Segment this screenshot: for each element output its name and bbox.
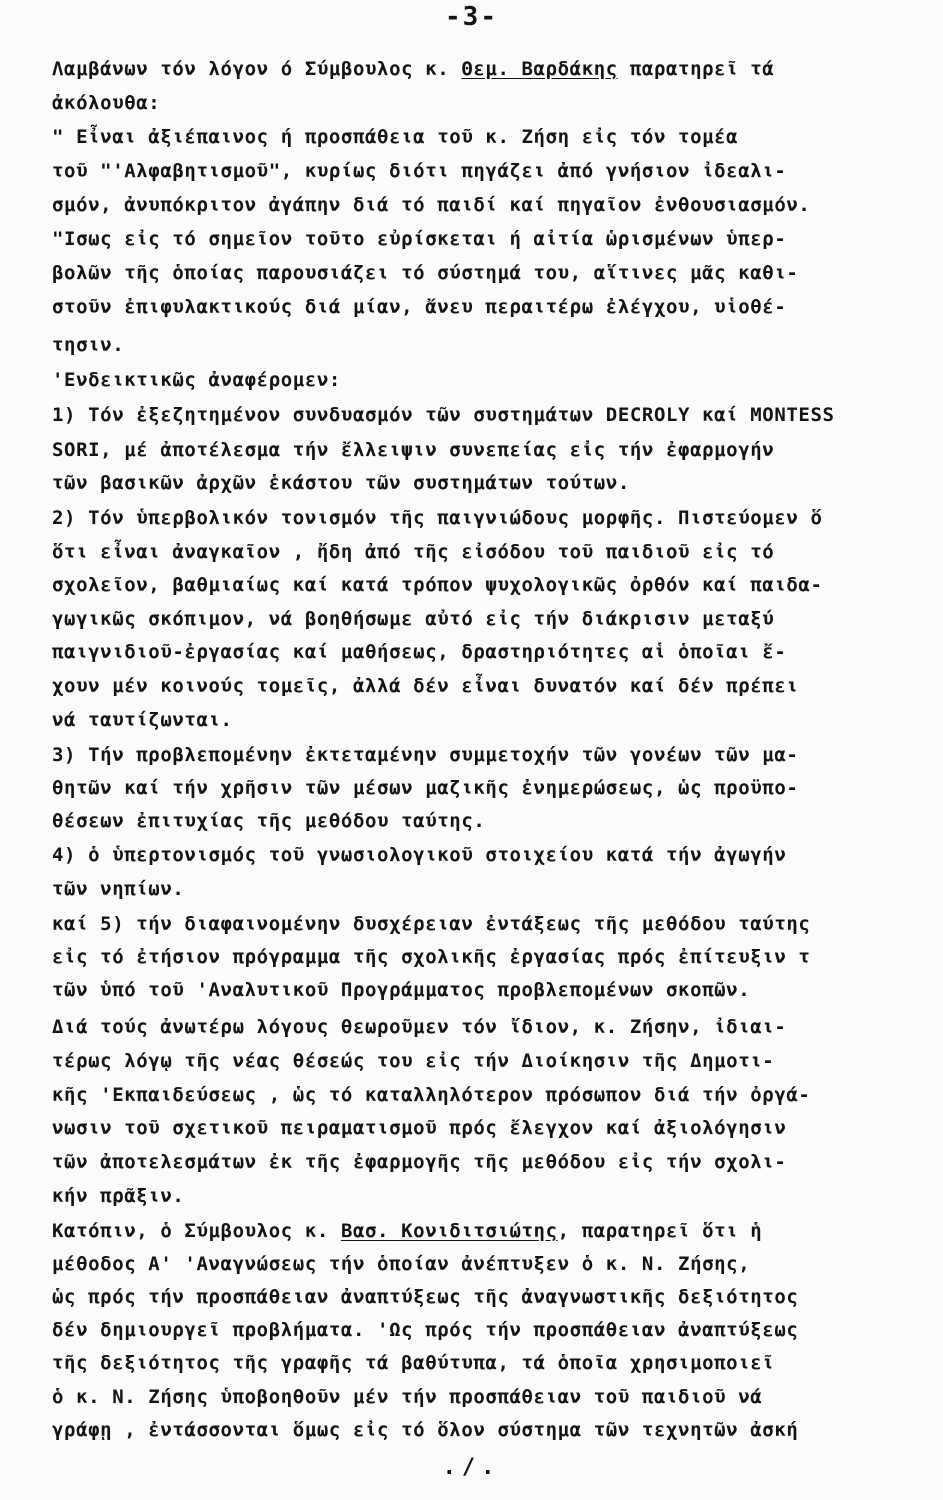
text-segment: 'Ενδεικτικῶς ἀναφέρομεν: bbox=[52, 369, 341, 391]
text-line bbox=[52, 55, 912, 83]
text-segment: 2) Τόν ὑπερβολικόν τονισμόν τῆς παιγνιώδους μορφῆς. Πιστεύομεν ὅ bbox=[52, 507, 823, 529]
text-segment: ἀκόλουθα: bbox=[52, 92, 161, 114]
page-number: -3- bbox=[445, 2, 498, 32]
text-segment: θέσεων ἐπιτυχίας τῆς μεθόδου ταύτης. bbox=[52, 810, 486, 832]
text-segment: Βασ. Κονιδιτσιώτης bbox=[340, 1220, 558, 1242]
text-segment: νά ταυτίζωνται. bbox=[52, 709, 233, 731]
text-line bbox=[52, 1081, 912, 1109]
text-line bbox=[52, 706, 912, 734]
text-segment: τέρως λόγῳ τῆς νέας θέσεώς του εἰς τήν Διοίκησιν τῆς Δημοτι- bbox=[52, 1050, 775, 1072]
text-segment: 3) Τήν προβλεπομένην ἐκτεταμένην συμμετοχήν τῶν γονέων τῶν μα- bbox=[52, 744, 799, 766]
text-line bbox=[52, 538, 912, 566]
text-line bbox=[52, 672, 912, 700]
text-segment: τῶν βασικῶν ἀρχῶν ἑκάστου τῶν συστημάτων τούτων. bbox=[52, 472, 630, 494]
text-line bbox=[52, 401, 912, 429]
text-line bbox=[52, 875, 912, 903]
text-segment: Διά τούς ἀνωτέρω λόγους θεωροῦμεν τόν ἴδιον, κ. Ζήσην, ἰδιαι- bbox=[52, 1016, 787, 1038]
text-segment: παιγνιδιοῦ-ἐργασίας καί μαθήσεως, δραστηριότητες αἱ ὁποῖαι ἔ- bbox=[52, 641, 787, 663]
text-segment: Θεμ. Βαρδάκης bbox=[461, 58, 618, 80]
text-line bbox=[52, 1182, 912, 1210]
text-line bbox=[52, 1316, 912, 1344]
text-segment: γράφῃ , ἐντάσσονται ὅμως εἰς τό ὅλον σύστημα τῶν τεχνητῶν ἀσκή bbox=[52, 1419, 799, 1441]
text-line bbox=[52, 1416, 912, 1444]
text-line bbox=[52, 1217, 912, 1245]
text-segment: στοῦν ἐπιφυλακτικούς διά μίαν, ἄνευ περαιτέρω ἐλέγχου, υἱοθέ- bbox=[52, 296, 787, 318]
text-line bbox=[52, 1114, 912, 1142]
text-segment: ὅτι εἶναι ἀναγκαῖον , ἤδη ἀπό τῆς εἰσόδου τοῦ παιδιοῦ εἰς τό bbox=[52, 541, 775, 563]
text-line bbox=[52, 638, 912, 666]
text-segment: σμόν, ἀνυπόκριτον ἀγάπην διά τό παιδί καί πηγαῖον ἐνθουσιασμόν. bbox=[52, 194, 811, 216]
text-segment: τῆς δεξιότητος τῆς γραφῆς τά βαθύτυπα, τά ὁποῖα χρησιμοποιεῖ bbox=[52, 1352, 775, 1374]
text-line bbox=[52, 89, 912, 117]
text-segment: χουν μέν κοινούς τομεῖς, ἀλλά δέν εἶναι δυνατόν καί δέν πρέπει bbox=[52, 675, 799, 697]
text-line bbox=[52, 807, 912, 835]
text-line bbox=[52, 225, 912, 253]
text-line bbox=[52, 331, 912, 359]
text-segment: δέν δημιουργεῖ προβλήματα. 'Ως πρός τήν προσπάθειαν ἀναπτύξεως bbox=[52, 1319, 799, 1341]
text-line bbox=[52, 123, 912, 151]
text-segment: γωγικῶς σκόπιμον, νά βοηθήσωμε αὐτό εἰς τήν διάκρισιν μεταξύ bbox=[52, 608, 775, 630]
text-segment: τῶν νηπίων. bbox=[52, 878, 185, 900]
text-line bbox=[52, 157, 912, 185]
text-line bbox=[52, 293, 912, 321]
text-line bbox=[52, 943, 912, 971]
text-line bbox=[52, 741, 912, 769]
text-line bbox=[52, 841, 912, 869]
text-line bbox=[52, 605, 912, 633]
text-segment: βολῶν τῆς ὁποίας παρουσιάζει τό σύστημά του, αἵτινες μᾶς καθι- bbox=[52, 262, 799, 284]
text-line bbox=[52, 366, 912, 394]
text-segment: κῆς 'Εκπαιδεύσεως , ὡς τό καταλληλότερον πρόσωπον διά τήν ὀργά- bbox=[52, 1084, 811, 1106]
text-segment: εἰς τό ἐτήσιον πρόγραμμα τῆς σχολικῆς ἐργασίας πρός ἐπίτευξιν τ bbox=[52, 946, 811, 968]
text-line bbox=[52, 436, 912, 464]
text-segment: νωσιν τοῦ σχετικοῦ πειραματισμοῦ πρός ἔλεγχον καί ἀξιολόγησιν bbox=[52, 1117, 787, 1139]
text-segment: τοῦ "'Αλφαβητισμοῦ", κυρίως διότι πηγάζει ἀπό γνήσιον ἰδεαλι- bbox=[52, 160, 787, 182]
text-segment: ὁ κ. Ν. Ζήσης ὑποβοηθοῦν μέν τήν προσπάθειαν τοῦ παιδιοῦ νά bbox=[52, 1386, 763, 1408]
text-line bbox=[52, 976, 912, 1004]
text-segment: σχολεῖον, βαθμιαίως καί κατά τρόπον ψυχολογικῶς ὀρθόν καί παιδα- bbox=[52, 574, 823, 596]
text-line bbox=[52, 571, 912, 599]
text-segment: Κατόπιν, ὁ Σύμβουλος κ. bbox=[52, 1220, 341, 1242]
text-segment: μέθοδος Α' 'Αναγνώσεως τήν ὁποίαν ἀνέπτυξεν ὁ κ. Ν. Ζήσης, bbox=[52, 1253, 751, 1275]
text-segment: κήν πρᾶξιν. bbox=[52, 1185, 185, 1207]
text-segment: Λαμβάνων τόν λόγον ό Σύμβουλος κ. bbox=[52, 58, 462, 80]
text-line bbox=[52, 1250, 912, 1278]
text-segment: ὡς πρός τήν προσπάθειαν ἀναπτύξεως τῆς ἀναγνωστικῆς δεξιότητος bbox=[52, 1286, 799, 1308]
text-segment: καί 5) τήν διαφαινομένην δυσχέρειαν ἐντάξεως τῆς μεθόδου ταύτης bbox=[52, 913, 811, 935]
text-line bbox=[52, 504, 912, 532]
text-line bbox=[52, 1383, 912, 1411]
text-segment: τῶν ὑπό τοῦ 'Αναλυτικοῦ Προγράμματος προβλεπομένων σκοπῶν. bbox=[52, 979, 751, 1001]
text-segment: , παρατηρεῖ ὅτι ἡ bbox=[557, 1220, 763, 1242]
text-segment: παρατηρεῖ τά bbox=[617, 58, 775, 80]
text-segment: " Εἶναι ἀξιέπαινος ή προσπάθεια τοῦ κ. Ζήση εἰς τόν τομέα bbox=[52, 126, 739, 148]
text-segment: τησιν. bbox=[52, 334, 125, 356]
text-line bbox=[52, 1148, 912, 1176]
text-line bbox=[52, 1283, 912, 1311]
text-segment: θητῶν καί τήν χρῆσιν τῶν μέσων μαζικῆς ἐνημερώσεως, ὡς προϋπο- bbox=[52, 777, 799, 799]
text-line bbox=[52, 191, 912, 219]
text-segment: SORI, μέ ἀποτέλεσμα τήν ἔλλειψιν συνεπείας εἰς τήν ἐφαρμογήν bbox=[52, 439, 775, 461]
text-line bbox=[52, 910, 912, 938]
text-line bbox=[52, 1013, 912, 1041]
text-line bbox=[52, 1349, 912, 1377]
text-segment: 4) ὁ ὑπερτονισμός τοῦ γνωσιολογικοῦ στοιχείου κατά τήν ἀγωγήν bbox=[52, 844, 787, 866]
text-segment: 1) Τόν ἐξεζητημένον συνδυασμόν τῶν συστημάτων DECROLY καί MONTESS bbox=[52, 404, 835, 426]
text-line bbox=[52, 774, 912, 802]
text-segment: τῶν ἀποτελεσμάτων ἐκ τῆς ἐφαρμογῆς τῆς μεθόδου εἰς τήν σχολι- bbox=[52, 1151, 787, 1173]
text-line bbox=[52, 259, 912, 287]
continuation-mark: ./. bbox=[442, 1455, 501, 1480]
text-segment: "Ισως εἰς τό σημεῖον τοῦτο εὐρίσκεται ή αἰτία ὡρισμένων ὑπερ- bbox=[52, 228, 787, 250]
text-line bbox=[52, 469, 912, 497]
text-line bbox=[52, 1047, 912, 1075]
